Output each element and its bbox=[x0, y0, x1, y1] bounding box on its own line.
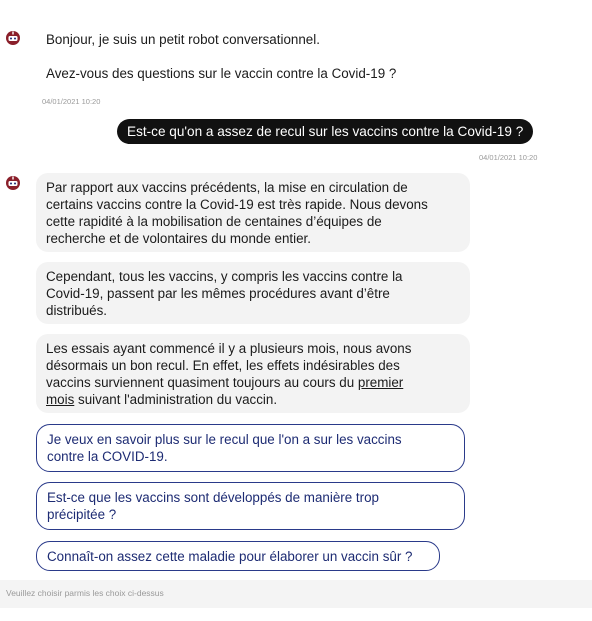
choice-label: contre la COVID-19. bbox=[47, 449, 168, 464]
underlined-text: mois bbox=[46, 392, 75, 407]
message-line: distribués. bbox=[46, 303, 108, 318]
choice-label: Je veux en savoir plus sur le recul que l'on a sur les vaccins bbox=[47, 432, 402, 447]
message-line: recherche et de volontaires du monde entier. bbox=[46, 231, 312, 246]
message-line: Par rapport aux vaccins précédents, la mise en circulation de bbox=[46, 180, 408, 195]
message-line: Les essais ayant commencé il y a plusieurs mois, nous avons bbox=[46, 341, 412, 356]
bot-message bbox=[36, 64, 406, 84]
bot-message-text: Avez-vous des questions sur le vaccin contre la Covid-19 ? bbox=[46, 66, 397, 81]
choice-button[interactable] bbox=[36, 482, 465, 530]
choice-button[interactable] bbox=[36, 424, 465, 472]
choice-label: précipitée ? bbox=[47, 507, 117, 522]
message-line: Covid-19, passent par les mêmes procédures avant d’être bbox=[46, 286, 390, 301]
message-line: désormais un bon recul. En effet, les effets indésirables des bbox=[46, 358, 400, 373]
robot-avatar-icon bbox=[5, 30, 21, 46]
message-text: suivant l'administration du vaccin. bbox=[74, 392, 278, 407]
choice-button[interactable] bbox=[36, 541, 440, 571]
message-line: Cependant, tous les vaccins, y compris les vaccins contre la bbox=[46, 269, 403, 284]
message-timestamp: 04/01/2021 10:20 bbox=[42, 97, 101, 106]
bot-message bbox=[36, 262, 470, 324]
user-message-text: Est-ce qu'on a assez de recul sur les vaccins contre la Covid-19 ? bbox=[127, 124, 524, 139]
message-line bbox=[46, 374, 460, 391]
bot-message bbox=[36, 334, 470, 413]
message-line bbox=[46, 391, 460, 408]
input-hint-bar bbox=[0, 580, 592, 608]
robot-avatar-icon bbox=[5, 175, 21, 191]
bot-message bbox=[36, 30, 330, 50]
message-timestamp: 04/01/2021 10:20 bbox=[479, 153, 538, 162]
message-line: cette rapidité à la mobilisation de centaines d’équipes de bbox=[46, 214, 382, 229]
input-hint-text: Veuillez choisir parmis les choix ci-dessus bbox=[6, 588, 164, 598]
message-line: certains vaccins contre la Covid-19 est très rapide. Nous devons bbox=[46, 197, 428, 212]
user-message bbox=[117, 119, 533, 144]
underlined-text: premier bbox=[357, 375, 404, 390]
bot-message-text: Bonjour, je suis un petit robot conversationnel. bbox=[46, 32, 320, 47]
choice-label: Est-ce que les vaccins sont développés de manière trop bbox=[47, 490, 379, 505]
choice-label: Connaît-on assez cette maladie pour élaborer un vaccin sûr ? bbox=[47, 549, 413, 564]
message-text: vaccins surviennent quasiment toujours au cours du bbox=[46, 375, 358, 390]
bot-message bbox=[36, 173, 470, 252]
